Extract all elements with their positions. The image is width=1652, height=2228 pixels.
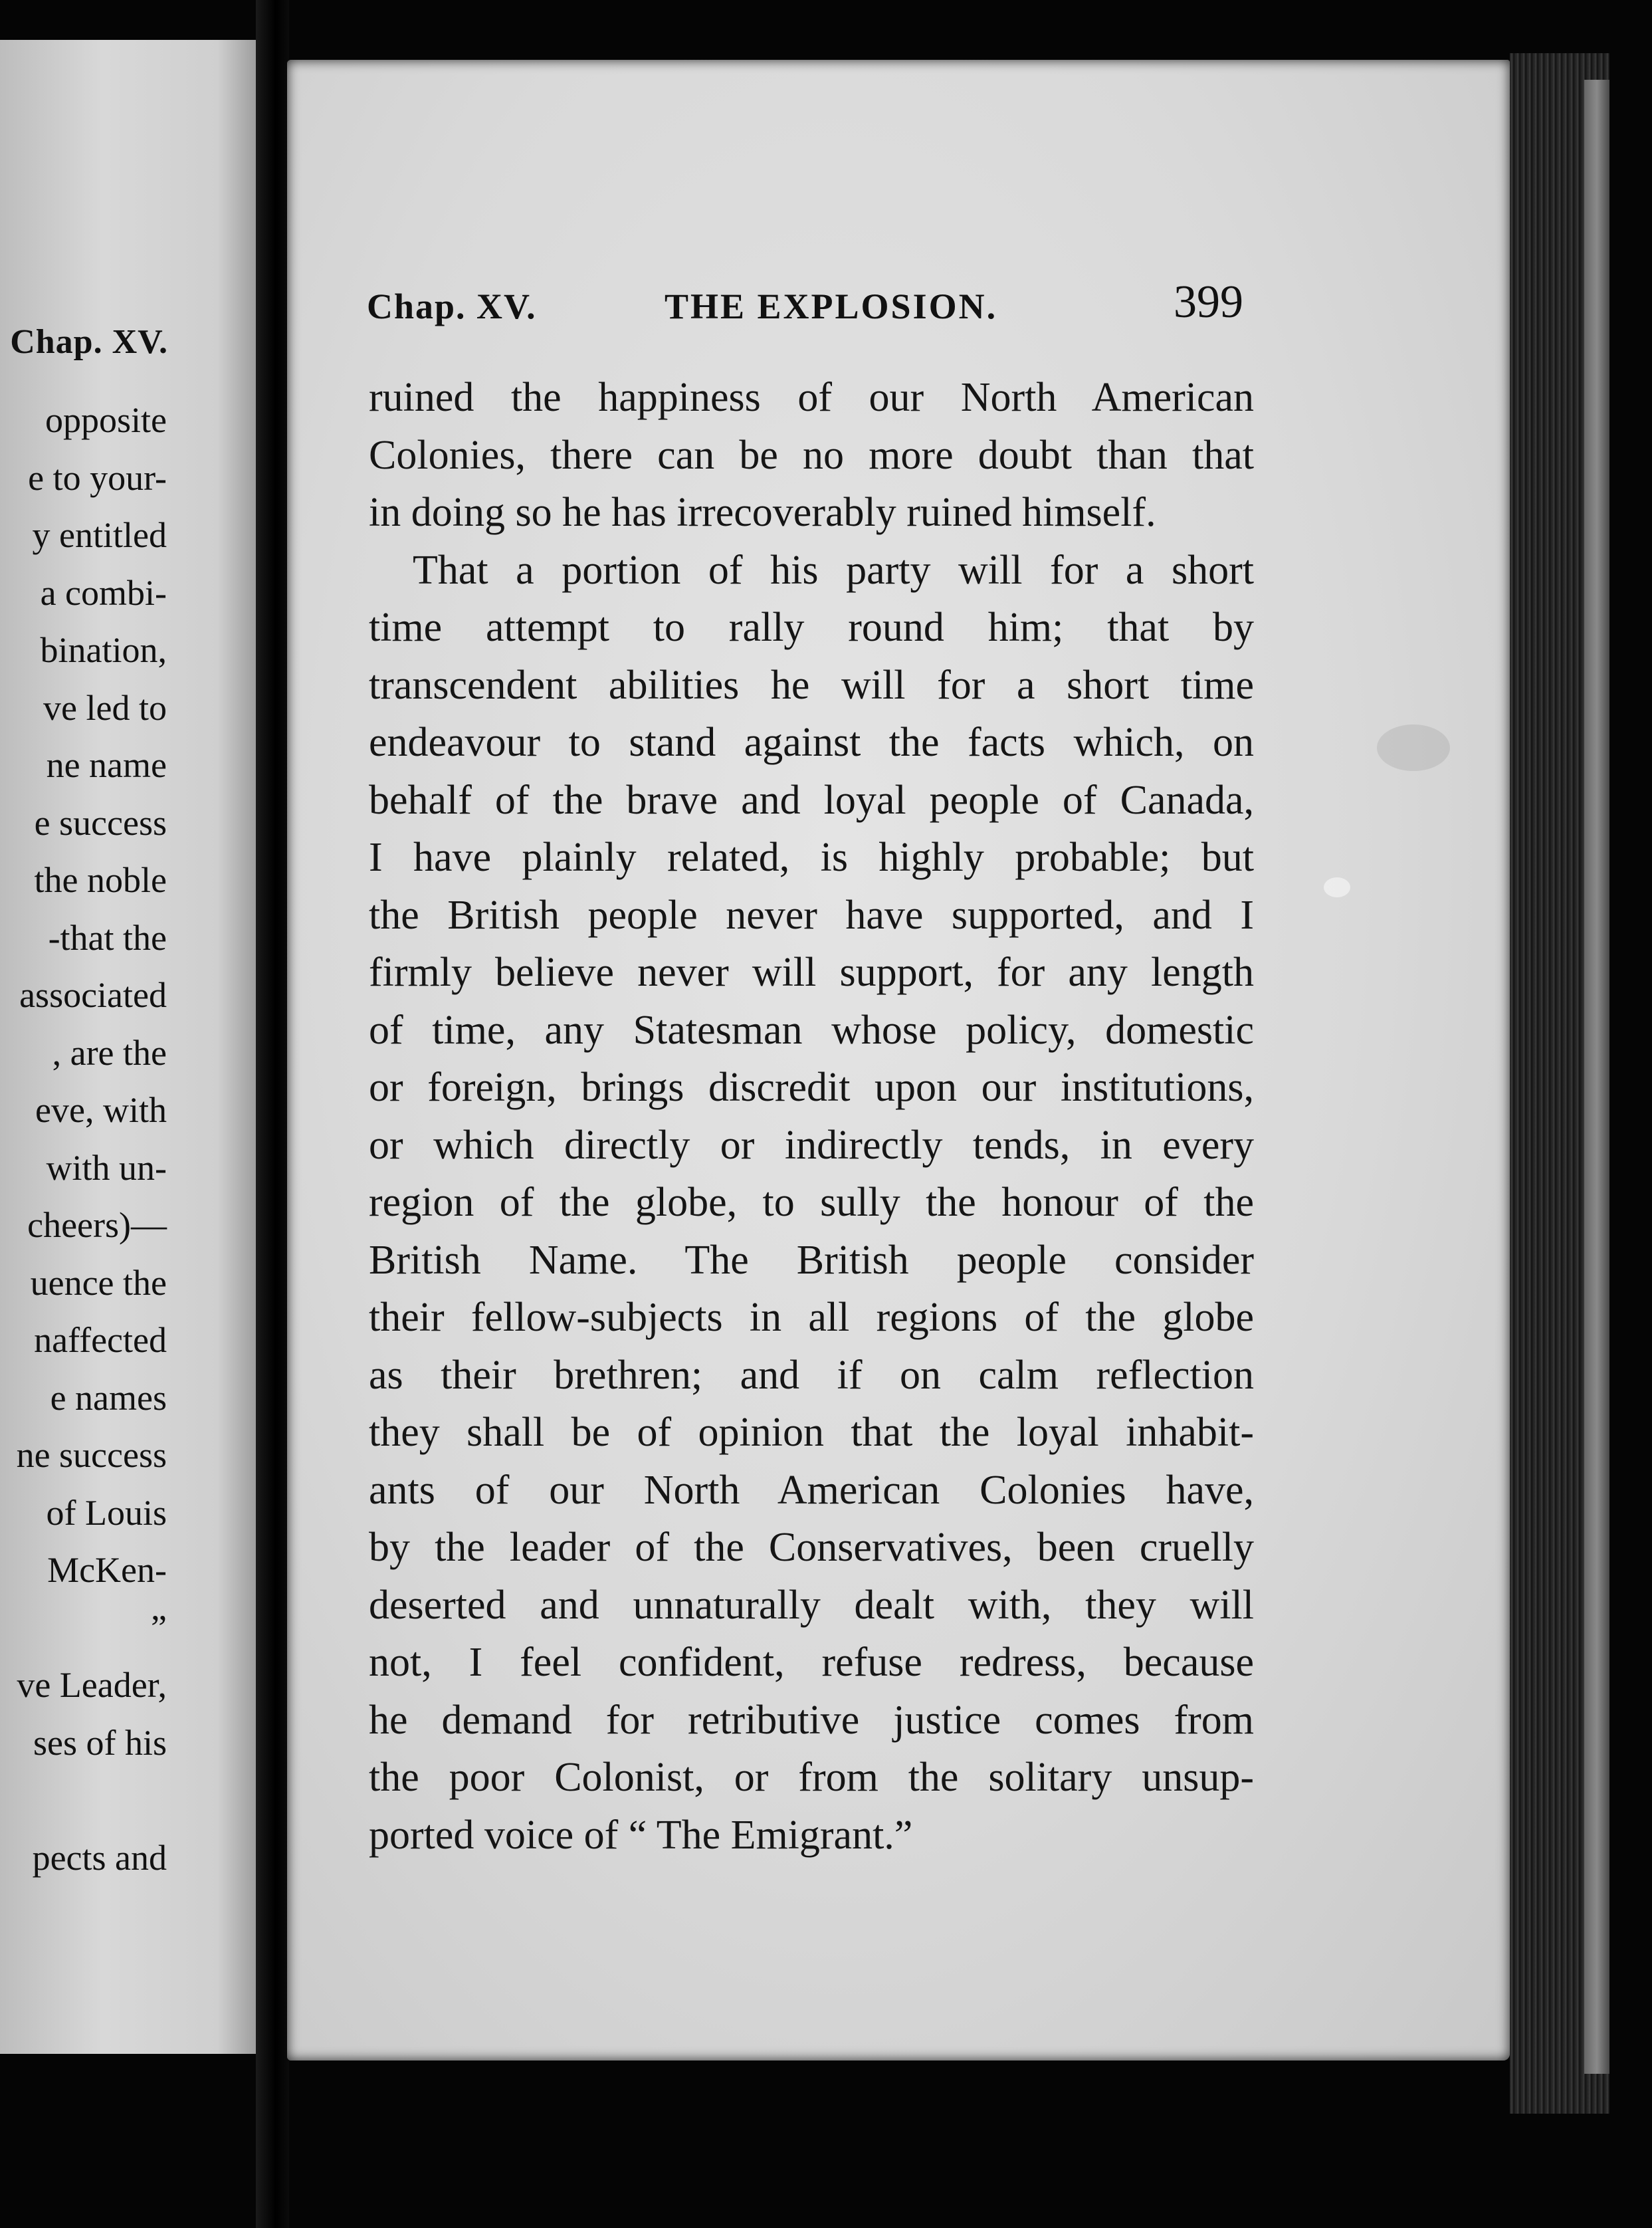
left-text-line: the noble (34, 860, 167, 900)
left-text-line: pects and (32, 1837, 167, 1878)
facing-page-left (0, 40, 256, 2054)
text-line: I have plainly related, is highly probable; but (369, 835, 1254, 880)
text-line: the British people never have supported, and I (369, 892, 1254, 938)
text-line: by the leader of the Conservatives, been cruelly (369, 1525, 1254, 1570)
left-text-line: ve Leader, (17, 1665, 167, 1705)
book-gutter (256, 0, 289, 2228)
left-text-line: eve, with (35, 1090, 167, 1130)
left-text-line: of Louis (46, 1492, 167, 1533)
left-text-line: uence the (30, 1262, 167, 1303)
left-text-line: associated (19, 975, 167, 1015)
text-line: the poor Colonist, or from the solitary unsup- (369, 1755, 1254, 1800)
left-text-line: ” (151, 1607, 167, 1648)
left-text-line: e to your- (28, 457, 167, 498)
left-text-line: with un- (46, 1147, 167, 1188)
body-text (369, 369, 1254, 1864)
left-text-line: ses of his (33, 1722, 167, 1763)
text-line: deserted and unnaturally dealt with, they will (369, 1582, 1254, 1628)
left-text-line: e names (50, 1377, 167, 1418)
text-line: not, I feel confident, refuse redress, because (369, 1640, 1254, 1685)
left-text-line: , are the (52, 1032, 167, 1073)
text-line: ants of our North American Colonies have, (369, 1467, 1254, 1513)
text-line: transcendent abilities he will for a short time (369, 662, 1254, 708)
left-text-line: ve led to (43, 687, 167, 728)
text-line: he demand for retributive justice comes from (369, 1697, 1254, 1743)
text-line: in doing so he has irrecoverably ruined himself. (369, 490, 1156, 535)
left-running-head: Chap. XV. (10, 323, 168, 361)
page-edges (1510, 53, 1609, 2114)
page-smudge (1377, 724, 1450, 771)
page-smudge (1324, 877, 1350, 897)
text-line: ported voice of “ The Emigrant.” (369, 1812, 913, 1858)
left-text-line: cheers)— (27, 1205, 167, 1245)
text-line: Colonies, there can be no more doubt than that (369, 432, 1254, 478)
text-line: British Name. The British people consider (369, 1237, 1254, 1283)
text-line: firmly believe never will support, for any length (369, 950, 1254, 995)
running-head-title: THE EXPLOSION. (665, 286, 998, 326)
left-text-line: -that the (48, 917, 167, 958)
text-line: as their brethren; and if on calm reflection (369, 1352, 1254, 1398)
text-line: ruined the happiness of our North American (369, 375, 1254, 420)
left-text-line: a combi- (40, 572, 167, 613)
text-line: of time, any Statesman whose policy, domestic (369, 1007, 1254, 1053)
left-text-line: e success (34, 802, 167, 843)
left-text-line: opposite (45, 400, 167, 440)
text-line: or which directly or indirectly tends, in every (369, 1122, 1254, 1168)
book-cover-edge (1584, 80, 1609, 2074)
left-text-line: bination, (40, 630, 167, 670)
text-line: they shall be of opinion that the loyal inhabit- (369, 1410, 1254, 1455)
text-line: endeavour to stand against the facts which, on (369, 720, 1254, 765)
left-text-line: McKen- (47, 1550, 167, 1590)
left-text-line: ne name (46, 745, 167, 785)
text-line: That a portion of his party will for a short (413, 547, 1254, 593)
running-head-chapter: Chap. XV. (367, 286, 537, 326)
left-text-line: naffected (34, 1320, 167, 1360)
text-line: their fellow-subjects in all regions of the globe (369, 1295, 1254, 1340)
text-line: time attempt to rally round him; that by (369, 605, 1254, 650)
text-line: or foreign, brings discredit upon our institutions, (369, 1065, 1254, 1110)
text-line: behalf of the brave and loyal people of Canada, (369, 777, 1254, 823)
left-text-line: ne success (16, 1435, 167, 1475)
text-line: region of the globe, to sully the honour of the (369, 1180, 1254, 1225)
left-text-line: y entitled (32, 515, 167, 555)
page-number: 399 (1174, 277, 1243, 328)
